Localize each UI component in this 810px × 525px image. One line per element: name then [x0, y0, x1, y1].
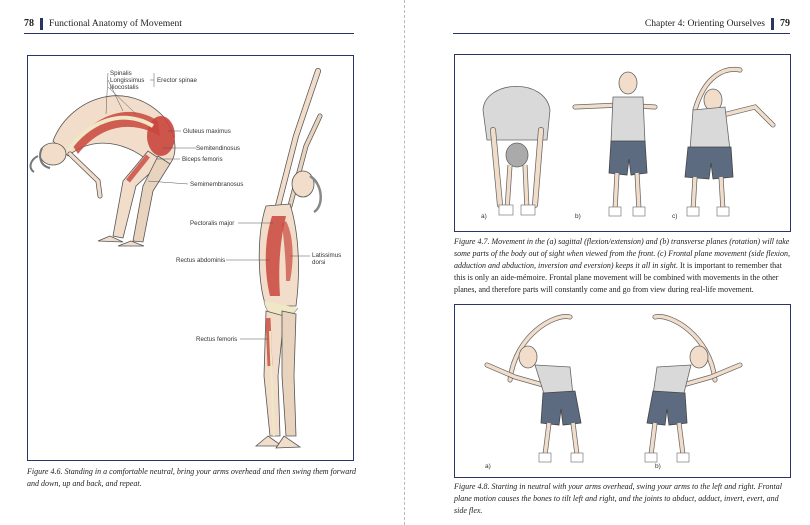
- label-rectus-abdominis: Rectus abdominis: [176, 257, 226, 264]
- bending-figure: [31, 96, 175, 246]
- label-latissimus: Latissimus: [312, 252, 342, 259]
- right-running-header: [645, 18, 790, 30]
- figure-4-8-illustration: [455, 305, 790, 477]
- panel-label-a: a): [481, 213, 487, 220]
- right-header-rule: [453, 33, 790, 34]
- label-rectus-femoris: Rectus femoris: [196, 336, 238, 343]
- panel-label-b: b): [575, 213, 581, 220]
- figure-4-7b-arms-out: [575, 72, 655, 216]
- figure-4-8b-side-flexion: [645, 317, 740, 462]
- figure-4-8a-side-flexion: [487, 317, 583, 462]
- label-spinalis: Spinalis: [110, 70, 132, 77]
- header-bar: [771, 18, 774, 30]
- figure-4-6-caption-text: Figure 4.6. Standing in a comfortable neutral, bring your arms overhead and then swing them forward and down, up and back, and repeat.: [27, 467, 357, 488]
- panel-label-a: a): [485, 463, 491, 470]
- label-longissimus: Longissimus: [110, 77, 145, 84]
- left-header-rule: [24, 33, 354, 34]
- figure-4-7-caption: [454, 236, 792, 296]
- label-erector-spinae: Erector spinae: [157, 77, 197, 84]
- panel-label-c: c): [672, 213, 678, 220]
- panel-label-b: b): [655, 463, 661, 470]
- label-dorsi: dorsi: [312, 259, 326, 266]
- figure-4-8-caption-text: Figure 4.8. Starting in neutral with your arms overhead, swing your arms to the left and right. Frontal plane motion causes the bones to tilt left and right, and the joints to abduct, adduct, invert, evert, and side flex.: [454, 482, 782, 515]
- right-header-title: Chapter 4: Orienting Ourselves: [644, 18, 765, 29]
- figure-4-7c-side-flexion: [685, 69, 773, 216]
- left-page-number: 78: [24, 18, 34, 29]
- figure-4-6-illustration: [28, 56, 353, 460]
- figure-4-7-caption-normal: It is important to remember that this is only an aide-mémoire. Frontal plane movement will be combined with movements in the other planes, and therefore parts will constantly come and go from view during real-life movement.: [454, 261, 782, 294]
- figure-4-7a-forward-bend: [483, 86, 550, 215]
- label-semitendinosus: Semitendinosus: [196, 145, 241, 152]
- label-semimembranosus: Semimembranosus: [190, 181, 244, 188]
- left-running-header: [24, 18, 182, 30]
- label-gluteus-maximus: Gluteus maximus: [183, 128, 231, 135]
- figure-4-8-box: [454, 304, 791, 478]
- left-header-title: Functional Anatomy of Movement: [49, 18, 182, 29]
- label-pectoralis-major: Pectoralis major: [190, 220, 235, 227]
- figure-4-8-caption: [454, 481, 792, 517]
- header-bar: [40, 18, 43, 30]
- right-page: [407, 0, 810, 525]
- label-biceps-femoris: Biceps femoris: [182, 156, 223, 163]
- figure-4-6-box: [27, 55, 354, 461]
- left-page: [0, 0, 403, 525]
- figure-4-6-caption: [27, 466, 357, 490]
- figure-4-7-illustration: [455, 55, 790, 231]
- page-gutter: [404, 0, 405, 525]
- figure-4-7-caption-italic: Figure 4.7. Movement in the (a) sagittal (flexion/extension) and (b) transverse planes (rotation) will take some parts of the body out of sight when viewed from the front. (c) Frontal plane movement (side flexion, adduction and abduction, inversion and eversion) keeps it all in sight.: [454, 237, 790, 270]
- figure-4-7-box: [454, 54, 791, 232]
- right-page-number: 79: [780, 18, 790, 29]
- label-iliocostalis: Iliocostalis: [110, 84, 139, 91]
